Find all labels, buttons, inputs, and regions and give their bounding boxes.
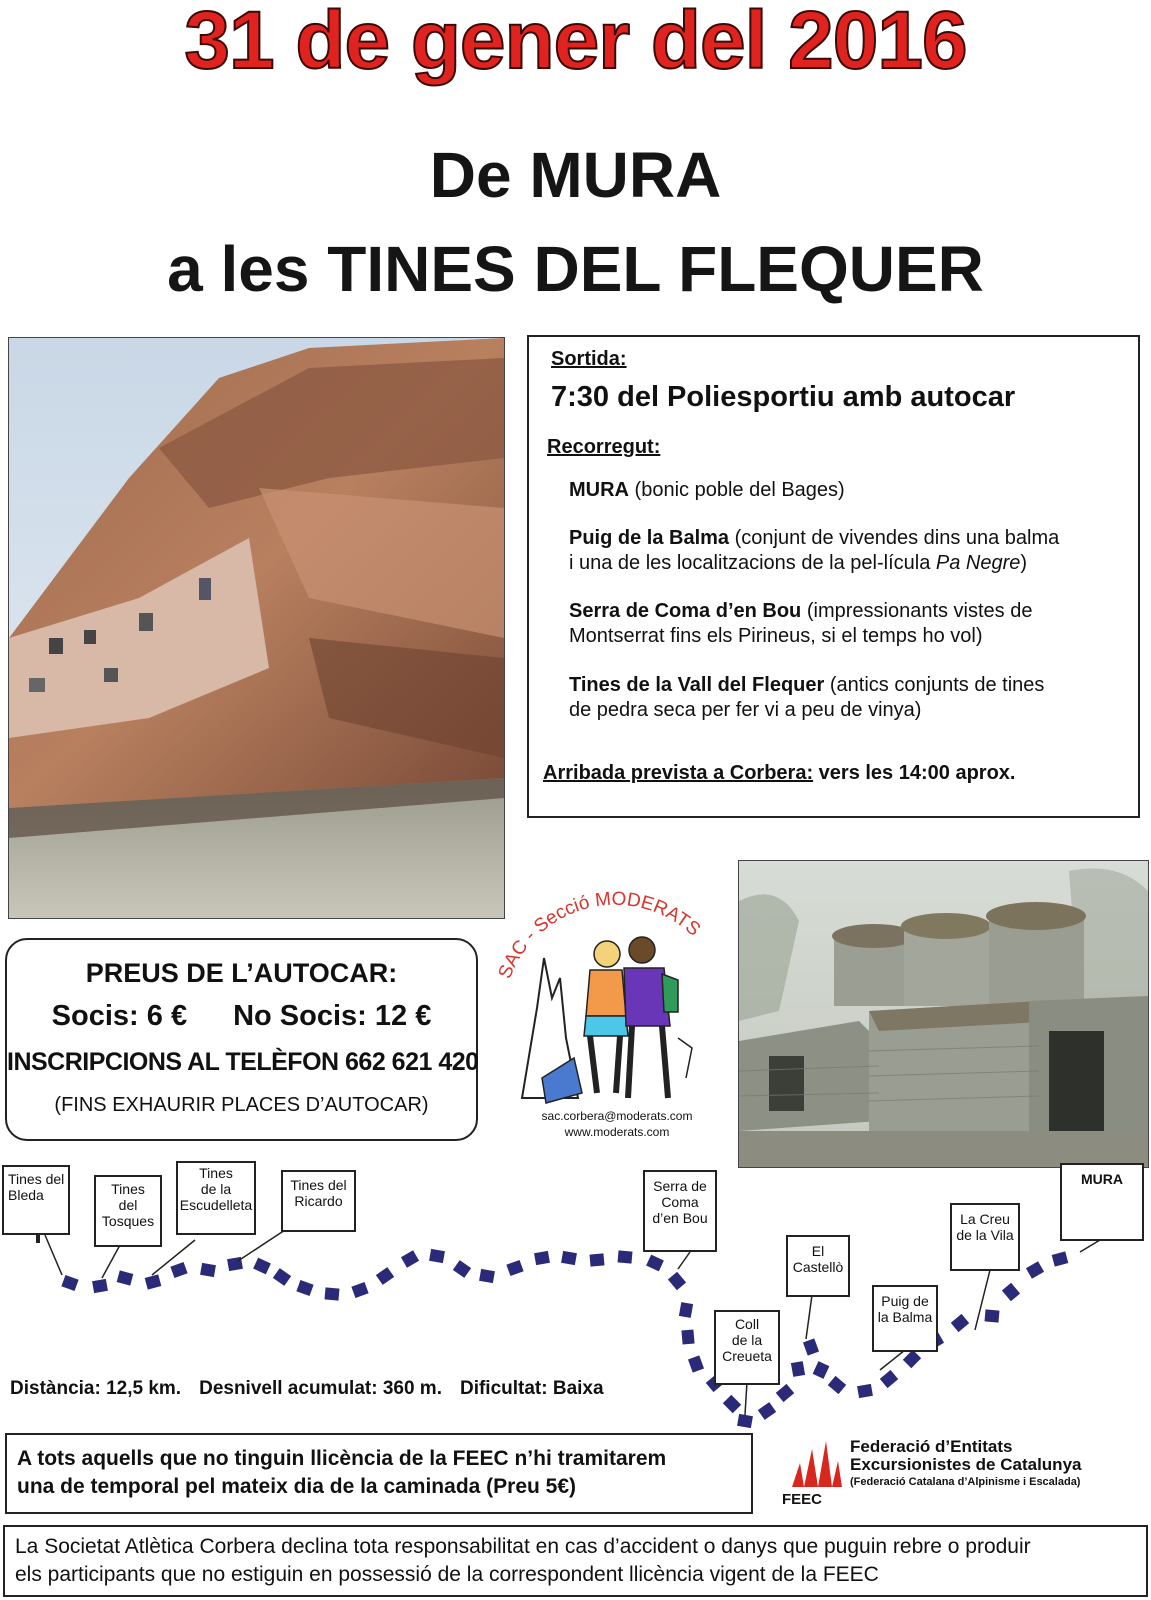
feec-notice-1: A tots aquells que no tinguin llicència de la FEEC n’hi tramitarem	[17, 1447, 667, 1470]
feec-org-2: Excursionistes de Catalunya	[850, 1455, 1082, 1474]
svg-text:SAC - Secció MODERATS: SAC - Secció MODERATS	[494, 888, 705, 982]
stop-puig-de-la-balma-desc: i una de les localitzacions de la pel-lícula Pa Negre)	[569, 552, 1028, 574]
photo-tines-stone-huts	[738, 860, 1149, 1168]
label-tines-tosques: Tines del Tosques	[94, 1175, 162, 1247]
label-mura: MURA	[1060, 1163, 1144, 1241]
disclaimer-line-2: els participants que no estiguin en possessió de la correspondent llicència vigent de la FEEC	[15, 1563, 879, 1586]
prices-title: PREUS DE L’AUTOCAR:	[85, 958, 398, 988]
label-coll-creueta: Coll de la Creueta	[714, 1310, 780, 1385]
title-line-2: a les TINES DEL FLEQUER	[167, 233, 984, 305]
feec-notice-box	[5, 1433, 753, 1514]
itinerary-box	[527, 335, 1140, 818]
date-title: 31 de gener del 2016	[184, 0, 967, 86]
label-tines-ricardo: Tines del Ricardo	[281, 1170, 356, 1232]
feec-org-3: (Federació Catalana d’Alpinisme i Escalada)	[850, 1476, 1081, 1488]
label-puig-balma: Puig de la Balma	[872, 1285, 938, 1352]
label-serra-coma: Serra de Coma d’en Bou	[643, 1170, 717, 1252]
feec-logo	[782, 1437, 1150, 1511]
arribada: Arribada prevista a Corbera: vers les 14:00 aprox.	[543, 762, 1016, 784]
sortida-label: Sortida:	[551, 348, 627, 370]
elevation: Desnivell acumulat: 360 m.	[199, 1378, 442, 1399]
stop-mura: MURA (bonic poble del Bages)	[569, 479, 845, 501]
label-tines-bleda: Tines del Bleda	[2, 1165, 70, 1235]
prices-values: Socis: 6 € No Socis: 12 €	[51, 1000, 432, 1032]
prices-box	[5, 938, 478, 1141]
photo-puig-de-la-balma	[8, 337, 505, 919]
distance: Distància: 12,5 km.	[10, 1378, 182, 1399]
label-creu-vila: La Creu de la Vila	[950, 1203, 1020, 1271]
label-tines-escudelleta: Tines de la Escudelleta	[176, 1161, 256, 1235]
title-line-1: De MURA	[429, 139, 722, 211]
logo-web[interactable]: www.moderats.com	[564, 1125, 670, 1139]
route-profile	[0, 1165, 1151, 1465]
places-note: (FINS EXHAURIR PLACES D’AUTOCAR)	[54, 1094, 429, 1116]
stop-serra-coma-desc: Montserrat fins els Pirineus, si el temps ho vol)	[569, 625, 983, 647]
stop-tines-flequer-desc: de pedra seca per fer vi a peu de vinya)	[569, 699, 922, 721]
stop-tines-flequer: Tines de la Vall del Flequer (antics conjunts de tines	[569, 674, 1045, 696]
logo-email[interactable]: sac.corbera@moderats.com	[541, 1109, 693, 1123]
phone-line: INSCRIPCIONS AL TELÈFON 662 621 420	[7, 1048, 479, 1076]
feec-abbr: FEEC	[782, 1491, 823, 1508]
sortida-value: 7:30 del Poliesportiu amb autocar	[551, 381, 1016, 413]
stop-serra-coma: Serra de Coma d’en Bou (impressionants vistes de	[569, 600, 1033, 622]
label-el-castello: El Castellò	[786, 1235, 850, 1297]
route-stats	[10, 1378, 604, 1400]
sac-moderats-logo	[482, 888, 752, 1163]
stop-puig-de-la-balma: Puig de la Balma (conjunt de vivendes dins una balma	[569, 527, 1060, 549]
disclaimer-line-1: La Societat Atlètica Corbera declina tota responsabilitat en cas d’accident o danys que puguin rebre o produir	[15, 1535, 1031, 1558]
feec-notice-2: una de temporal pel mateix dia de la caminada (Preu 5€)	[17, 1475, 577, 1498]
recorregut-label: Recorregut:	[547, 436, 661, 458]
feec-org-1: Federació d’Entitats	[850, 1437, 1013, 1456]
difficulty: Dificultat: Baixa	[459, 1378, 604, 1399]
disclaimer-box	[3, 1525, 1148, 1597]
